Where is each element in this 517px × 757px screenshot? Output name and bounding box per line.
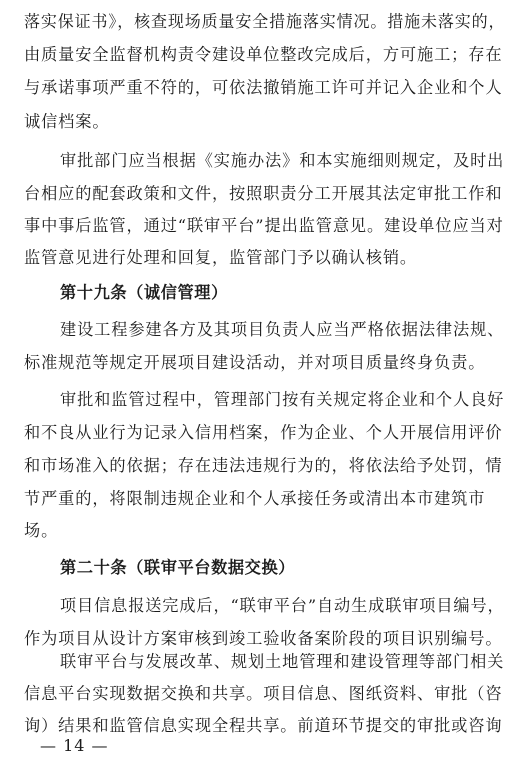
text-line: 作为项目从设计方案审核到竣工验收备案阶段的项目识别编号。	[24, 629, 503, 648]
paragraph-first-line: 审批和监管过程中，管理部门按有关规定将企业和个人良好	[60, 390, 505, 409]
paragraph-first-line: 建设工程参建各方及其项目负责人应当严格依据法律法规、	[60, 320, 505, 339]
text-line: 标准规范等规定开展项目建设活动，并对项目质量终身负责。	[24, 353, 486, 372]
text-line: 落实保证书》，核查现场质量安全措施落实情况。措施未落实的，	[24, 12, 506, 31]
text-line: 节严重的，将限制违规企业和个人承接任务或清出本市建筑市	[24, 489, 486, 508]
text-line: 事中事后监管，通过“联审平台”提出监管意见。建设单位应当对	[24, 216, 504, 235]
article-20-heading: 第二十条（联审平台数据交换）	[60, 558, 296, 577]
text-line: 与承诺事项严重不符的，可依法撤销施工许可并记入企业和个人	[24, 78, 503, 97]
article-19-heading: 第十九条（诚信管理）	[60, 283, 228, 302]
page-number: — 14 —	[40, 736, 109, 755]
text-line: 台相应的配套政策和文件，按照职责分工开展其法定审批工作和	[24, 184, 503, 203]
text-line: 监管意见进行处理和回复，监管部门予以确认核销。	[24, 248, 418, 267]
text-line: 场。	[24, 521, 59, 540]
paragraph-first-line: 项目信息报送完成后，“联审平台”自动生成联审项目编号，	[60, 596, 505, 615]
text-line: 和市场准入的依据；存在违法违规行为的，将依法给予处罚，情	[24, 456, 503, 475]
text-line: 询）结果和监管信息实现全程共享。前道环节提交的审批或咨询	[24, 716, 503, 735]
text-line: 信息平台实现数据交换和共享。项目信息、图纸资料、审批（咨	[24, 684, 503, 703]
paragraph-first-line: 审批部门应当根据《实施办法》和本实施细则规定，及时出	[60, 151, 505, 170]
text-line: 和不良从业行为记录入信用档案，作为企业、个人开展信用评价	[24, 423, 503, 442]
paragraph-first-line: 联审平台与发展改革、规划土地管理和建设管理等部门相关	[60, 652, 505, 671]
text-line: 由质量安全监督机构责令建设单位整改完成后，方可施工；存在	[24, 45, 503, 64]
text-line: 诚信档案。	[24, 112, 110, 131]
